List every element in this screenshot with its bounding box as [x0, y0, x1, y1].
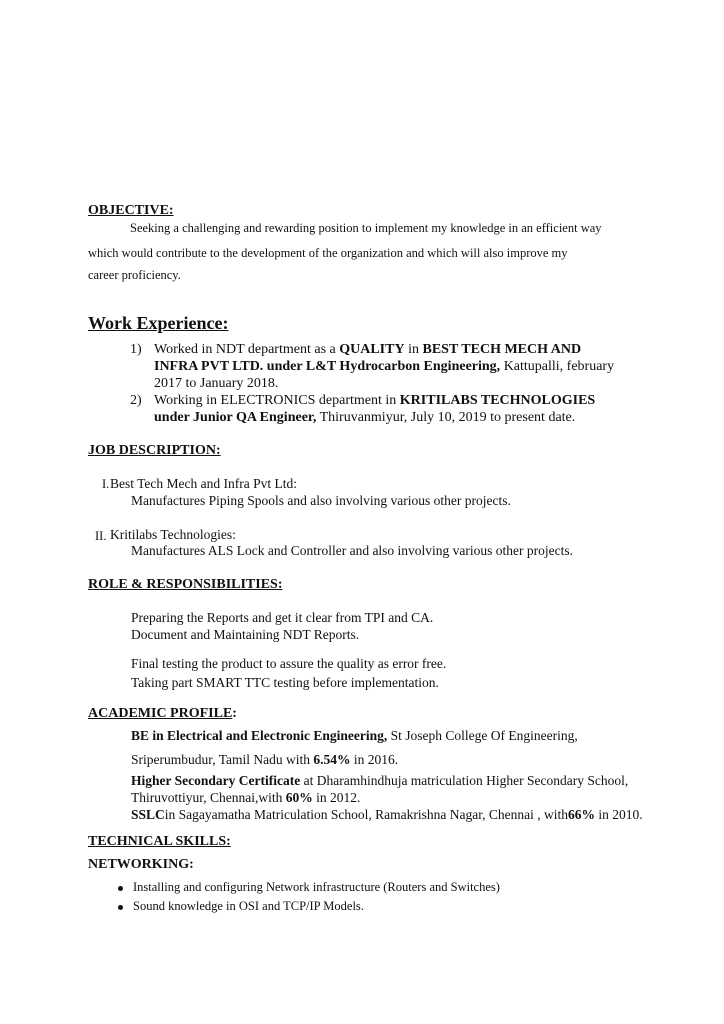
role-line-3: Final testing the product to assure the quality as error free.	[131, 656, 447, 671]
work-item-2-line-1: Working in ELECTRONICS department in KRITILABS TECHNOLOGIES	[154, 393, 596, 408]
job-item-1-numeral: I.	[102, 477, 110, 491]
work-item-2-number: 2)	[130, 393, 142, 408]
academic-hsc-line-1: Higher Secondary Certificate at Dharamhindhuja matriculation Higher Secondary School,	[131, 773, 629, 788]
job-item-1-company: Best Tech Mech and Infra Pvt Ltd:	[110, 476, 298, 491]
objective-heading: OBJECTIVE:	[88, 203, 174, 218]
objective-line-2: which would contribute to the development of the organization and which will also improve my	[88, 246, 568, 260]
academic-heading: ACADEMIC PROFILE:	[88, 706, 237, 721]
academic-be-line-1: BE in Electrical and Electronic Engineering, St Joseph College Of Engineering,	[131, 728, 578, 743]
academic-be-line-2: Sriperumbudur, Tamil Nadu with 6.54% in 2016.	[131, 752, 399, 767]
work-item-1-line-3: 2017 to January 2018.	[154, 376, 279, 391]
objective-line-1: Seeking a challenging and rewarding position to implement my knowledge in an efficient way	[130, 221, 602, 235]
job-item-1-detail: Manufactures Piping Spools and also involving various other projects.	[131, 493, 511, 508]
technical-heading: TECHNICAL SKILLS:	[88, 834, 231, 849]
academic-hsc-line-2: Thiruvottiyur, Chennai,with 60% in 2012.	[131, 790, 361, 805]
work-item-1-number: 1)	[130, 342, 142, 357]
role-line-2: Document and Maintaining NDT Reports.	[131, 627, 360, 642]
role-line-4: Taking part SMART TTC testing before implementation.	[131, 675, 439, 690]
job-item-2-detail: Manufactures ALS Lock and Controller and also involving various other projects.	[131, 543, 574, 558]
job-description-heading: JOB DESCRIPTION:	[88, 443, 221, 458]
bullet-icon	[118, 886, 123, 891]
objective-line-3: career proficiency.	[88, 268, 181, 282]
job-item-2-numeral: II.	[95, 529, 107, 543]
work-experience-heading: Work Experience:	[88, 313, 229, 333]
academic-sslc-line: SSLCin Sagayamatha Matriculation School, Ramakrishna Nagar, Chennai , with66% in 2010.	[131, 807, 643, 822]
work-item-1-line-1: Worked in NDT department as a QUALITY in BEST TECH MECH AND	[154, 342, 582, 357]
networking-subheading: NETWORKING:	[88, 857, 194, 872]
skill-bullet-1: Installing and configuring Network infrastructure (Routers and Switches)	[118, 880, 500, 895]
role-line-1: Preparing the Reports and get it clear from TPI and CA.	[131, 610, 434, 625]
skill-bullet-2: Sound knowledge in OSI and TCP/IP Models.	[118, 899, 364, 914]
work-item-2-line-2: under Junior QA Engineer, Thiruvanmiyur, July 10, 2019 to present date.	[154, 410, 576, 425]
bullet-icon	[118, 905, 123, 910]
roles-heading: ROLE & RESPONSIBILITIES:	[88, 577, 283, 592]
work-item-1-line-2: INFRA PVT LTD. under L&T Hydrocarbon Engineering, Kattupalli, february	[154, 359, 615, 374]
job-item-2-company: Kritilabs Technologies:	[110, 527, 236, 542]
